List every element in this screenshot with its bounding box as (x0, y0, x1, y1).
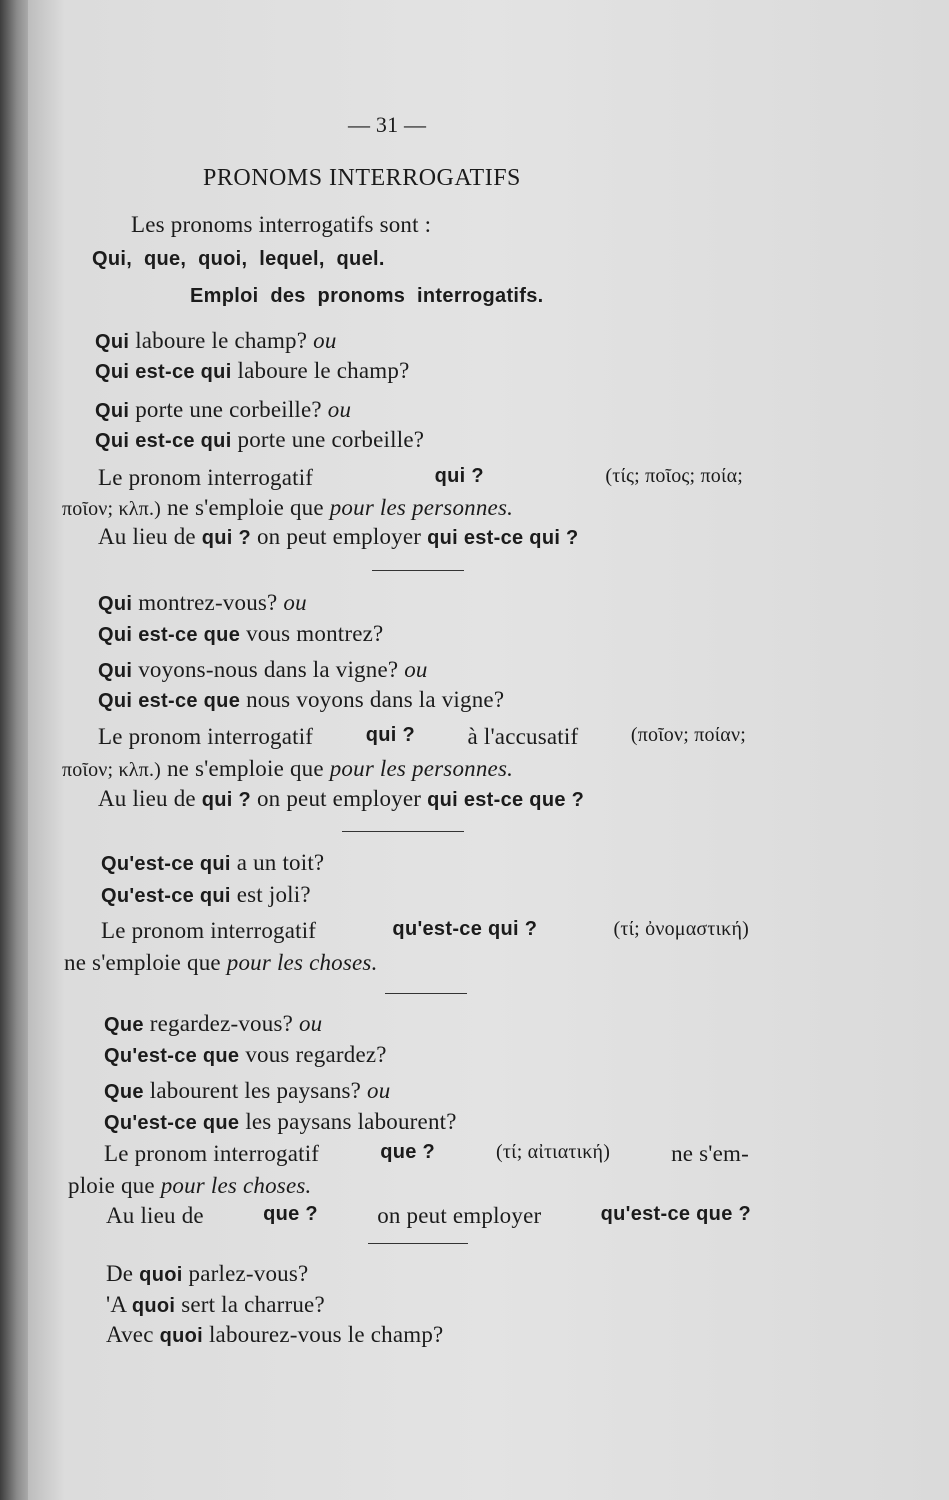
text: Au lieu de (106, 1203, 204, 1228)
text: De (106, 1261, 134, 1286)
bold-term: qu'est-ce que ? (600, 1203, 751, 1225)
example-line (106, 1322, 443, 1348)
text: les paysans labourent? (245, 1109, 457, 1134)
text: Au lieu de (98, 786, 196, 811)
bold-term: qui ? (201, 789, 252, 811)
page-title: PRONOMS INTERROGATIFS (203, 165, 521, 191)
explanation-line (106, 1203, 751, 1229)
text: Le pronom interrogatif (98, 724, 314, 749)
text: ploie que (68, 1173, 155, 1198)
greek-text: (τί; ὀνομαστική) (613, 918, 749, 940)
example-line (106, 1261, 308, 1287)
italic-text: pour les choses. (226, 950, 378, 975)
example-line (104, 1011, 322, 1037)
text: Au lieu de (98, 524, 196, 549)
example-line (98, 687, 504, 713)
text: Avec (106, 1322, 154, 1347)
example-line (95, 427, 424, 453)
explanation-line (101, 918, 749, 944)
example-line (101, 882, 311, 908)
section-divider (342, 831, 464, 832)
example-line (98, 657, 428, 683)
italic-text: pour les personnes. (329, 495, 514, 520)
example-line (106, 1292, 325, 1318)
bold-term: quoi (131, 1295, 176, 1317)
text: laboure le champ? (135, 328, 308, 353)
bold-term: Qu'est-ce que (104, 1112, 240, 1134)
bold-term: qui est-ce que ? (427, 789, 585, 811)
section-divider (385, 993, 467, 994)
bold-term: est-ce que (138, 690, 241, 712)
bold-term: que ? (380, 1141, 436, 1163)
bold-term: quoi (159, 1325, 203, 1347)
italic-text: ou (327, 397, 352, 422)
italic-text: ou (404, 657, 428, 682)
bold-term: Qui (95, 430, 130, 452)
text: voyons-nous dans la vigne? (138, 657, 399, 682)
example-line (95, 358, 409, 384)
text: à l'accusatif (467, 724, 579, 749)
explanation-line (62, 756, 513, 782)
example-line (98, 621, 383, 647)
bold-term: est-ce qui (135, 361, 232, 383)
text: montrez-vous? (138, 590, 278, 615)
explanation-line (68, 1173, 311, 1199)
section-divider (372, 570, 464, 571)
bold-term: qui ? (365, 724, 415, 746)
text: porte une corbeille? (135, 397, 322, 422)
text: a un toit? (236, 850, 325, 875)
explanation-line (98, 524, 579, 550)
bold-term: Qui (95, 400, 130, 422)
text: est joli? (236, 882, 311, 907)
text: ne s'emploie que (64, 950, 221, 975)
section-divider (368, 1243, 468, 1244)
bold-term: Qui (98, 690, 133, 712)
example-line (104, 1042, 387, 1068)
greek-text: (τί; αἰτιατική) (496, 1141, 611, 1163)
page-number: — 31 — (348, 112, 427, 137)
text: sert la charrue? (181, 1292, 325, 1317)
italic-text: ou (313, 328, 337, 353)
explanation-line (98, 465, 743, 491)
italic-text: pour les personnes. (329, 756, 514, 781)
greek-text: ποῖον; κλπ.) (62, 498, 162, 520)
text: vous montrez? (246, 621, 384, 646)
italic-text: ou (283, 590, 307, 615)
text: ne s'emploie que (166, 495, 324, 520)
example-line (95, 397, 351, 423)
intro-text: Les pronoms interrogatifs sont : (131, 212, 432, 237)
explanation-line (64, 950, 378, 976)
bold-term: qui est-ce qui ? (427, 527, 579, 549)
italic-text: pour les choses. (160, 1173, 312, 1198)
example-line (104, 1078, 390, 1104)
italic-text: ou (367, 1078, 391, 1103)
explanation-line (62, 495, 513, 521)
example-line (101, 850, 324, 876)
bold-term: Qui (95, 331, 130, 353)
bold-term: Qui (95, 361, 130, 383)
text: laboure le champ? (237, 358, 410, 383)
bold-term: qu'est-ce qui ? (392, 918, 538, 940)
greek-text: (τίς; ποῖος; ποία; (605, 465, 743, 487)
text: labourent les paysans? (149, 1078, 362, 1103)
pronoun-list: Qui, que, quoi, lequel, quel. (92, 248, 385, 270)
bold-term: qui ? (434, 465, 484, 487)
bold-term: Qui (98, 593, 133, 615)
bold-term: quoi (139, 1264, 183, 1286)
bold-term: Que (104, 1014, 144, 1036)
example-line (98, 590, 307, 616)
bold-term: que ? (263, 1203, 318, 1225)
bold-term: est-ce qui (135, 430, 232, 452)
explanation-line (98, 786, 584, 812)
greek-text: ποῖον; κλπ.) (62, 759, 162, 781)
section-subtitle: Emploi des pronoms interrogatifs. (190, 285, 544, 307)
text: ne s'emploie que (166, 756, 324, 781)
bold-term: Qui (98, 660, 133, 682)
text: on peut employer (256, 524, 422, 549)
bold-term: qui ? (201, 527, 252, 549)
text: on peut employer (377, 1203, 542, 1228)
text: Le pronom interrogatif (104, 1141, 320, 1166)
text: parlez-vous? (188, 1261, 309, 1286)
example-line (104, 1109, 457, 1135)
text: on peut employer (256, 786, 422, 811)
explanation-line (98, 724, 746, 750)
example-line (95, 328, 337, 354)
text: porte une corbeille? (237, 427, 425, 452)
bold-term: Qu'est-ce qui (101, 853, 231, 875)
bold-term: Que (104, 1081, 144, 1103)
text: Le pronom interrogatif (101, 918, 317, 943)
text: vous regardez? (245, 1042, 387, 1067)
text: nous voyons dans la vigne? (246, 687, 505, 712)
text: labourez-vous le champ? (208, 1322, 444, 1347)
greek-text: (ποῖον; ποίαν; (630, 724, 746, 746)
text: Le pronom interrogatif (98, 465, 314, 490)
bold-term: est-ce que (138, 624, 241, 646)
bold-term: Qui (98, 624, 133, 646)
text: ne s'em- (671, 1141, 749, 1166)
bold-term: Qu'est-ce que (104, 1045, 240, 1067)
bold-term: Qu'est-ce qui (101, 885, 231, 907)
text: 'A (106, 1292, 126, 1317)
italic-text: ou (298, 1011, 323, 1036)
explanation-line (104, 1141, 749, 1167)
text: regardez-vous? (149, 1011, 294, 1036)
